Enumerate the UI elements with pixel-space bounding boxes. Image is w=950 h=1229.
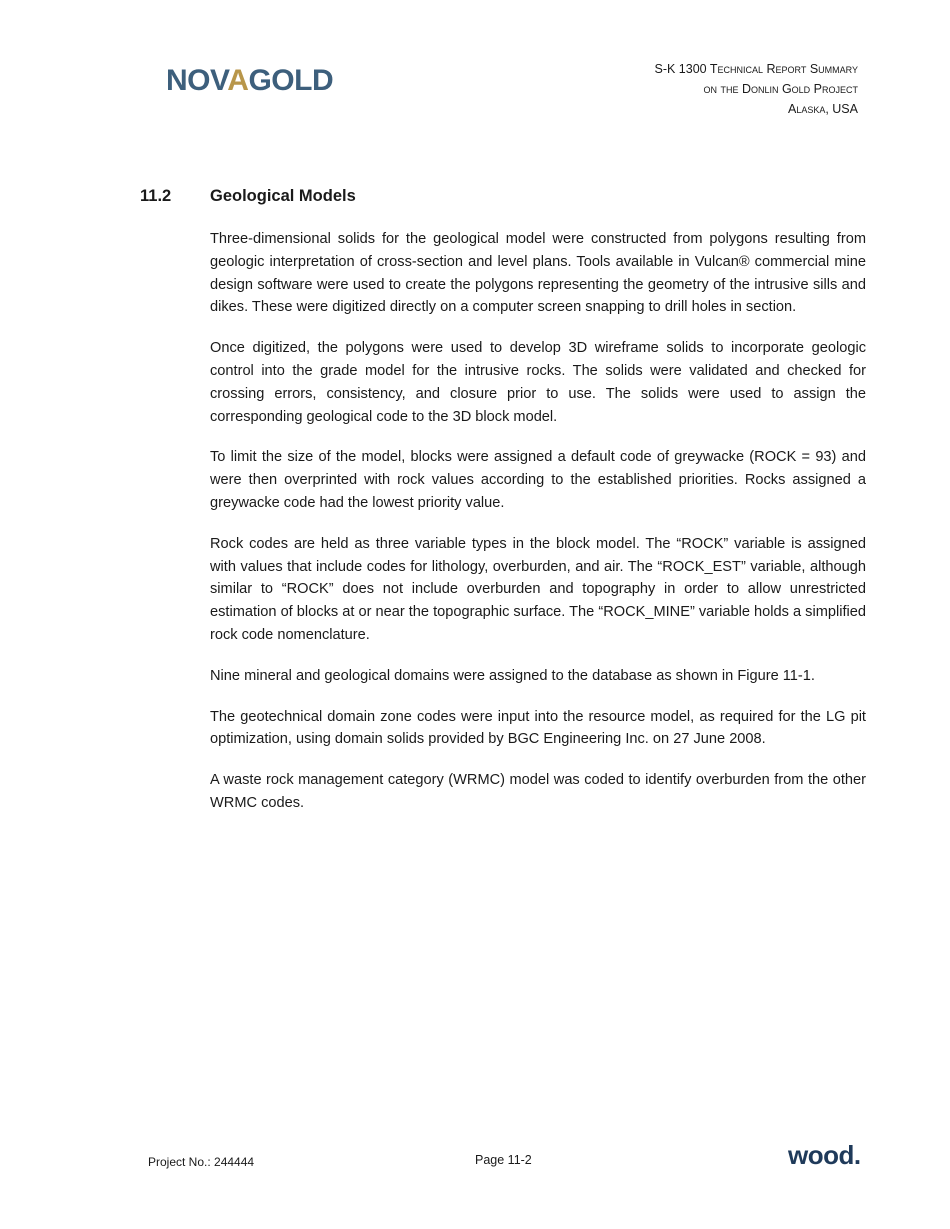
section-title: Geological Models — [210, 187, 356, 205]
report-header — [655, 59, 859, 119]
report-title-line3: Alaska, USA — [787, 102, 858, 116]
paragraph: A waste rock management category (WRMC) model was coded to identify overburden from the other WRMC codes. — [210, 772, 866, 811]
wood-logo: wood. — [788, 1140, 861, 1170]
paragraph: Nine mineral and geological domains were assigned to the database as shown in Figure 11-1. — [210, 667, 815, 684]
report-title-line1: S-K 1300 Technical Report Summary — [654, 62, 858, 76]
paragraph: Once digitized, the polygons were used to develop 3D wireframe solids to incorporate geologic control into the grade model for the intrusive rocks. The solids were validated and checked for crossing errors, consistency, and closure prior to use. The solids were used to assign the corresponding geological code to the 3D block model. — [210, 340, 866, 425]
paragraph: To limit the size of the model, blocks were assigned a default code of greywacke (ROCK = 93) and were then overprinted with rock values according to the established priorities. Rocks assigned a greywacke code had the lowest priority value. — [210, 449, 866, 511]
paragraph: The geotechnical domain zone codes were input into the resource model, as required for the LG pit optimization, using domain solids provided by BGC Engineering Inc. on 27 June 2008. — [210, 708, 866, 748]
paragraph: Three-dimensional solids for the geological model were constructed from polygons resulting from geologic interpretation of cross-section and level plans. Tools available in Vulcan® commercial mine design software were used to create the polygons representing the geometry of the intrusive sills and dikes. These were digitized directly on a computer screen snapping to drill holes in section. — [210, 231, 866, 316]
report-title-line2: on the Donlin Gold Project — [703, 82, 858, 96]
body-text — [210, 228, 866, 833]
section-heading — [140, 185, 356, 207]
page-number: Page 11-2 — [475, 1153, 532, 1167]
paragraph: Rock codes are held as three variable types in the block model. The “ROCK” variable is assigned with values that include codes for lithology, overburden, and air. The “ROCK_EST” variable, although similar to “ROCK” does not include overburden and topography in order to allow unrestricted estimation of blocks at or near the topographic surface. The “ROCK_MINE” variable holds a simplified rock code nomenclature. — [210, 535, 866, 643]
project-number: Project No.: 244444 — [148, 1155, 255, 1169]
section-number: 11.2 — [140, 187, 172, 205]
novagold-logo: NOVAGOLD — [166, 64, 334, 97]
